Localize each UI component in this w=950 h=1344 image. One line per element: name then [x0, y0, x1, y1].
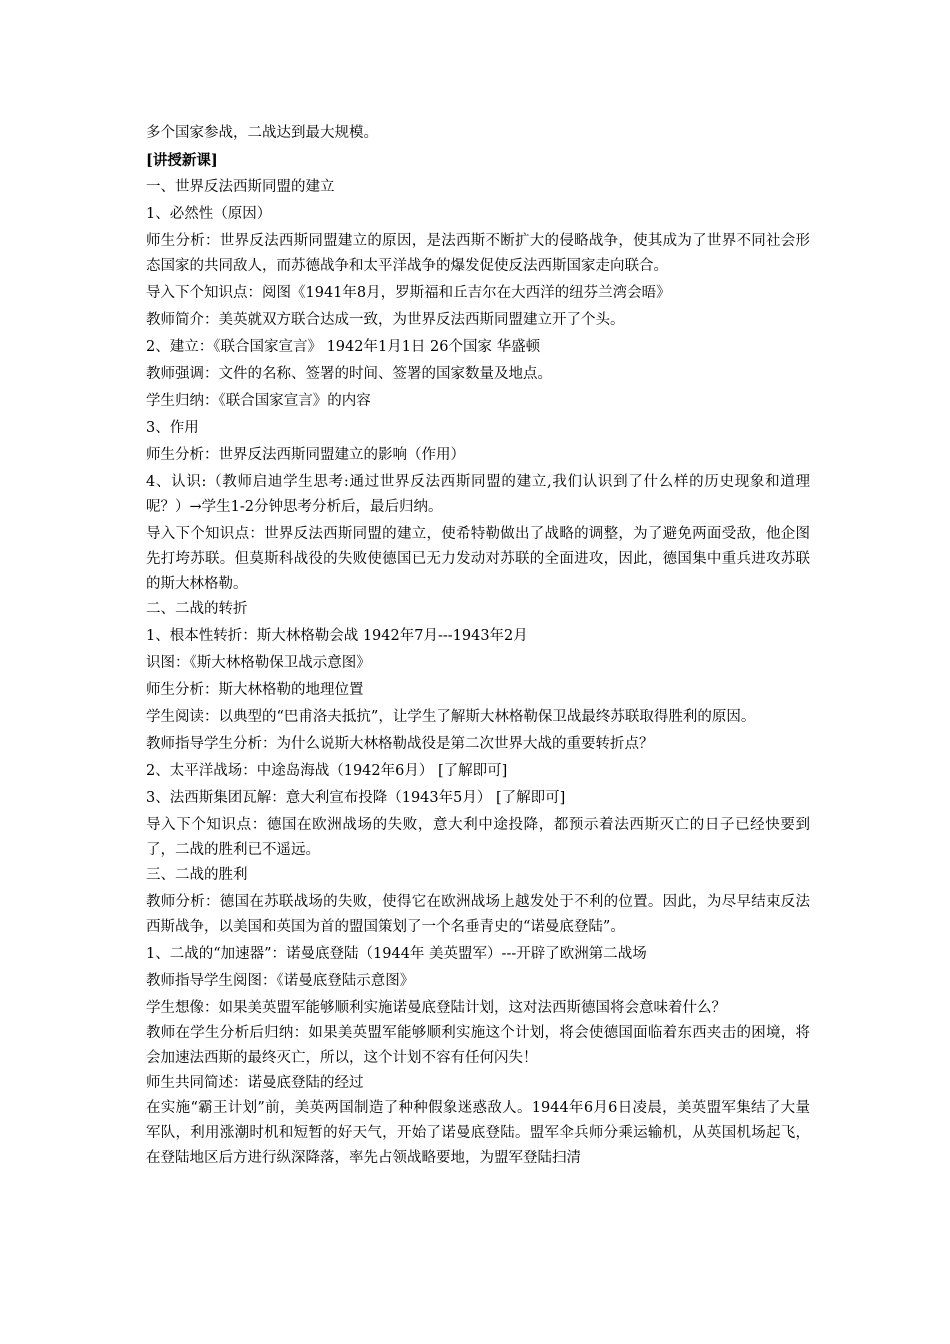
paragraph: 学生归纳：《联合国家宣言》的内容	[146, 393, 371, 409]
section-heading: 三、二战的胜利	[146, 867, 248, 883]
paragraph: 师生分析：斯大林格勒的地理位置	[146, 682, 364, 698]
subheading: 3、法西斯集团瓦解：意大利宣布投降（1943年5月） [了解即可]	[146, 790, 566, 806]
paragraph: 学生想像：如果美英盟军能够顺利实施诺曼底登陆计划，这对法西斯德国将会意味着什么？	[146, 1000, 726, 1016]
paragraph: 师生分析：世界反法西斯同盟建立的原因，是法西斯不断扩大的侵略战争，使其成为了世界不同社会形态国家的共同敌人，而苏德战争和太平洋战争的爆发促使反法西斯国家走向联合。	[146, 233, 810, 274]
paragraph: 导入下个知识点：德国在欧洲战场的失败，意大利中途投降，都预示着法西斯灭亡的日子已经快要到了，二战的胜利已不遥远。	[146, 817, 810, 858]
paragraph: 教师强调：文件的名称、签署的时间、签署的国家数量及地点。	[146, 366, 552, 382]
paragraph: 识图：《斯大林格勒保卫战示意图》	[146, 655, 371, 671]
subheading: 2、太平洋战场：中途岛海战（1942年6月） [了解即可]	[146, 763, 508, 779]
document-body	[146, 121, 810, 1171]
subheading: 1、必然性（原因）	[146, 206, 272, 222]
paragraph: 导入下个知识点：阅图《1941年8月，罗斯福和丘吉尔在大西洋的纽芬兰湾会晤》	[146, 285, 671, 301]
paragraph: 师生共同简述：诺曼底登陆的经过	[146, 1075, 364, 1091]
paragraph: 学生阅读：以典型的“巴甫洛夫抵抗”，让学生了解斯大林格勒保卫战最终苏联取得胜利的原因。	[146, 709, 756, 725]
subheading: 4、认识:（教师启迪学生思考:通过世界反法西斯同盟的建立,我们认识到了什么样的历史现象和道理呢？）→学生1-2分钟思考分析后，最后归纳。	[146, 474, 810, 515]
subheading: 2、建立：《联合国家宣言》 1942年1月1日 26个国家 华盛顿	[146, 339, 541, 355]
section-heading: [讲授新课]	[146, 152, 218, 169]
section-heading: 一、世界反法西斯同盟的建立	[146, 179, 335, 195]
paragraph: 教师指导学生阅图：《诺曼底登陆示意图》	[146, 973, 415, 989]
paragraph: 师生分析：世界反法西斯同盟建立的影响（作用）	[146, 447, 465, 463]
paragraph: 多个国家参战，二战达到最大规模。	[146, 125, 378, 141]
paragraph: 导入下个知识点：世界反法西斯同盟的建立，使希特勒做出了战略的调整，为了避免两面受敌，他企图先打垮苏联。但莫斯科战役的失败使德国已无力发动对苏联的全面进攻，因此，德国集中重兵进攻苏联的斯大林格勒。	[146, 526, 810, 592]
paragraph: 教师分析：德国在苏联战场的失败，使得它在欧洲战场上越发处于不利的位置。因此，为尽早结束反法西斯战争，以美国和英国为首的盟国策划了一个名垂青史的“诺曼底登陆”。	[146, 894, 810, 935]
paragraph: 在实施“霸王计划”前，美英两国制造了种种假象迷惑敌人。1944年6月6日凌晨，美英盟军集结了大量军队，利用涨潮时机和短暂的好天气，开始了诺曼底登陆。盟军伞兵师分乘运输机，从英国机场起飞，在登陆地区后方进行纵深降落，率先占领战略要地，为盟军登陆扫清	[146, 1100, 810, 1166]
subheading: 3、作用	[146, 420, 199, 436]
paragraph: 教师指导学生分析：为什么说斯大林格勒战役是第二次世界大战的重要转折点？	[146, 736, 654, 752]
paragraph: 教师在学生分析后归纳：如果美英盟军能够顺利实施这个计划，将会使德国面临着东西夹击的困境，将会加速法西斯的最终灭亡，所以，这个计划不容有任何闪失！	[146, 1025, 810, 1066]
subheading: 1、根本性转折：斯大林格勒会战 1942年7月---1943年2月	[146, 628, 528, 644]
subheading: 1、二战的“加速器”：诺曼底登陆（1944年 美英盟军）---开辟了欧洲第二战场	[146, 946, 647, 962]
paragraph: 教师简介：美英就双方联合达成一致，为世界反法西斯同盟建立开了个头。	[146, 312, 625, 328]
section-heading: 二、二战的转折	[146, 601, 248, 617]
